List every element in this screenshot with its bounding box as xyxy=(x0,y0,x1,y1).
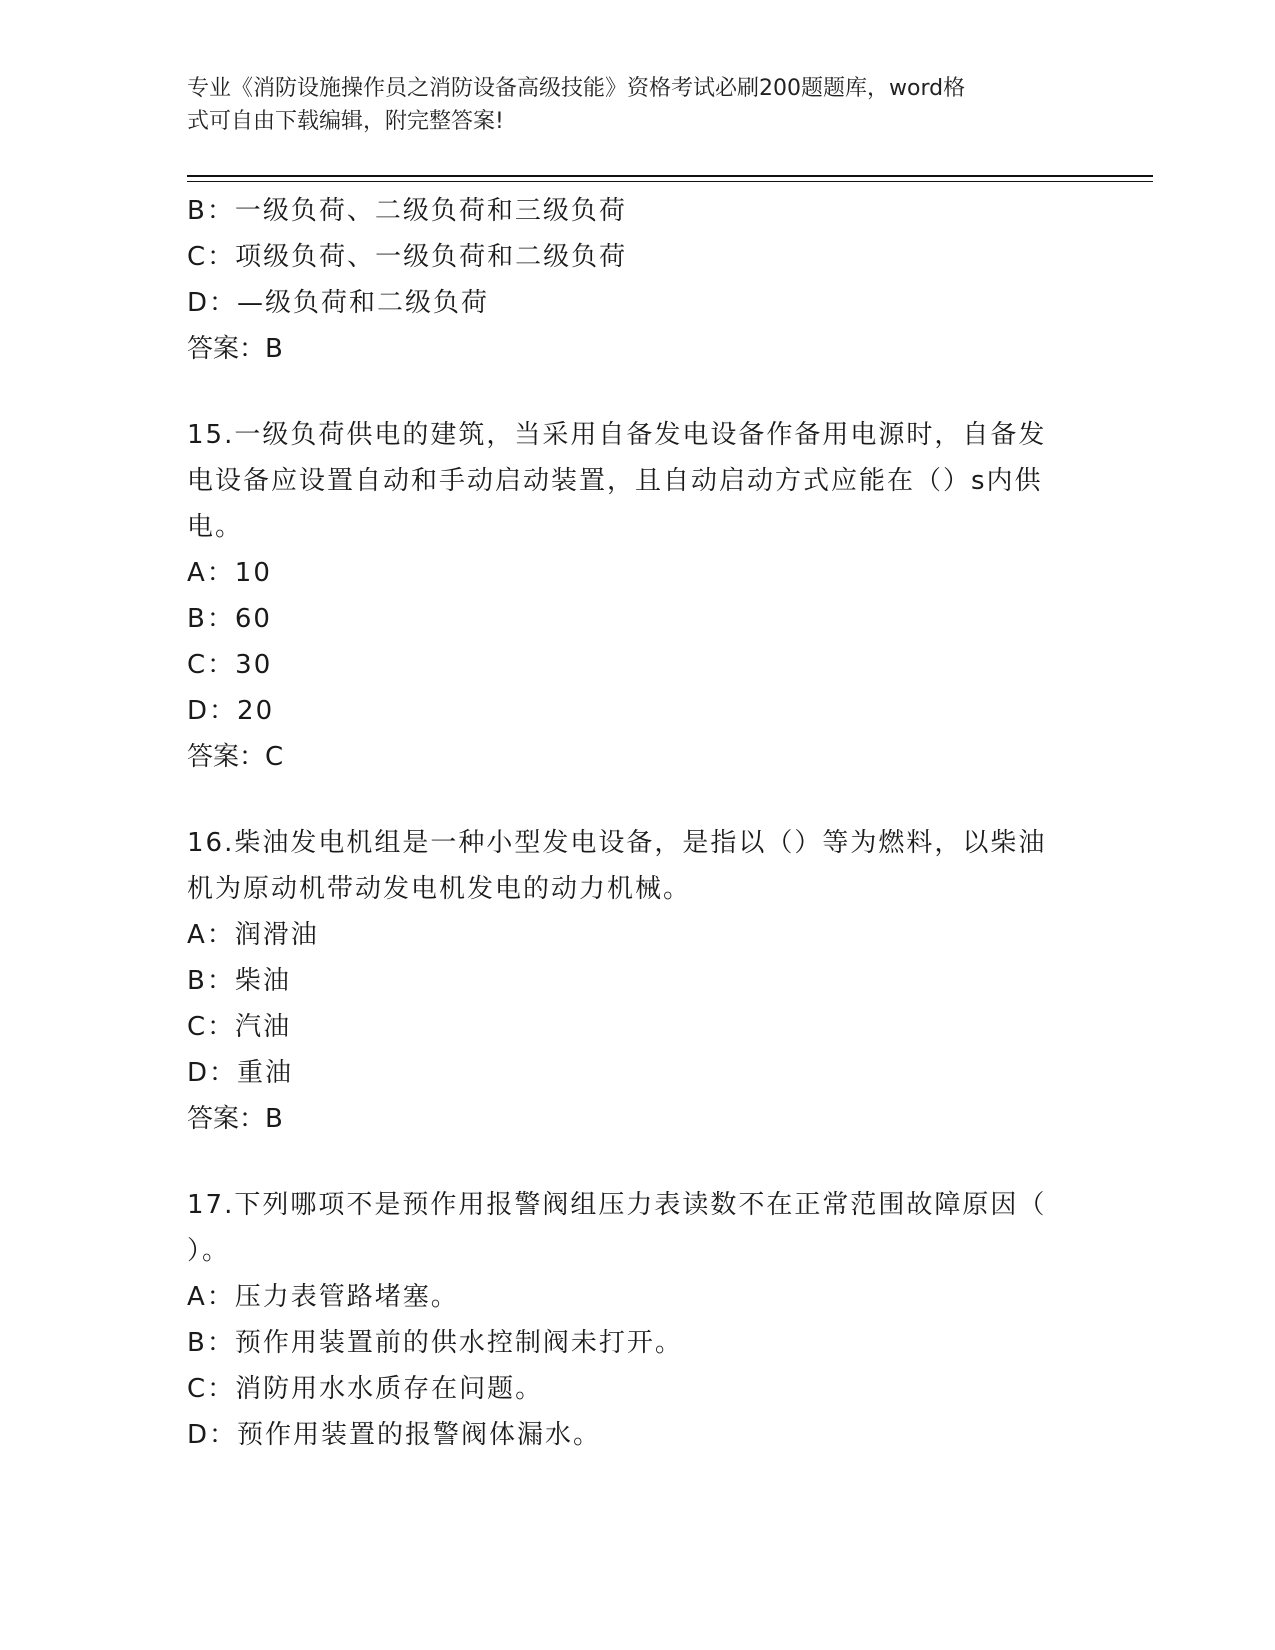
q15-stem-line-1: 15.一级负荷供电的建筑，当采用自备发电设备作备用电源时，自备发 xyxy=(187,420,1047,450)
question-14-continued xyxy=(187,188,1087,372)
spacer xyxy=(187,780,1087,820)
q17-option-b: B：预作用装置前的供水控制阀未打开。 xyxy=(187,1328,683,1358)
header-line-1: 专业《消防设施操作员之消防设备高级技能》资格考试必刷200题题库，word格 xyxy=(187,76,966,101)
q15-answer: 答案：C xyxy=(187,742,284,772)
header-divider-thick xyxy=(187,175,1153,177)
header-divider-thin xyxy=(187,181,1153,182)
q17-option-c: C：消防用水水质存在问题。 xyxy=(187,1374,544,1404)
question-16 xyxy=(187,820,1087,1142)
q14-answer: 答案：B xyxy=(187,334,283,364)
q17-option-d: D：预作用装置的报警阀体漏水。 xyxy=(187,1420,602,1450)
q16-stem-line-2: 机为原动机带动发电机发电的动力机械。 xyxy=(187,874,692,904)
spacer xyxy=(187,1142,1087,1182)
q16-option-a: A：润滑油 xyxy=(187,920,319,950)
question-15 xyxy=(187,412,1087,780)
q14-option-d: D：—级负荷和二级负荷 xyxy=(187,288,490,318)
q16-option-c: C：汽油 xyxy=(187,1012,292,1042)
q15-option-a: A：10 xyxy=(187,558,272,588)
question-list xyxy=(187,188,1087,1458)
q15-stem-line-3: 电。 xyxy=(187,512,244,542)
header-line-2: 式可自由下载编辑，附完整答案! xyxy=(187,109,504,134)
q15-stem-line-2: 电设备应设置自动和手动启动装置，且自动启动方式应能在（）s内供 xyxy=(187,466,1043,496)
q16-answer: 答案：B xyxy=(187,1104,283,1134)
q15-option-b: B：60 xyxy=(187,604,272,634)
q15-option-c: C：30 xyxy=(187,650,273,680)
document-header xyxy=(187,72,1087,138)
q16-stem-line-1: 16.柴油发电机组是一种小型发电设备，是指以（）等为燃料，以柴油 xyxy=(187,828,1047,858)
q16-option-b: B：柴油 xyxy=(187,966,291,996)
q14-option-c: C：项级负荷、一级负荷和二级负荷 xyxy=(187,242,628,272)
q15-option-d: D：20 xyxy=(187,696,275,726)
q17-stem-line-2: ）。 xyxy=(187,1236,231,1266)
q14-option-b: B：一级负荷、二级负荷和三级负荷 xyxy=(187,196,627,226)
spacer xyxy=(187,372,1087,412)
q17-stem-line-1: 17.下列哪项不是预作用报警阀组压力表读数不在正常范围故障原因（ xyxy=(187,1190,1047,1220)
q16-option-d: D：重油 xyxy=(187,1058,294,1088)
question-17 xyxy=(187,1182,1087,1458)
q17-option-a: A：压力表管路堵塞。 xyxy=(187,1282,459,1312)
